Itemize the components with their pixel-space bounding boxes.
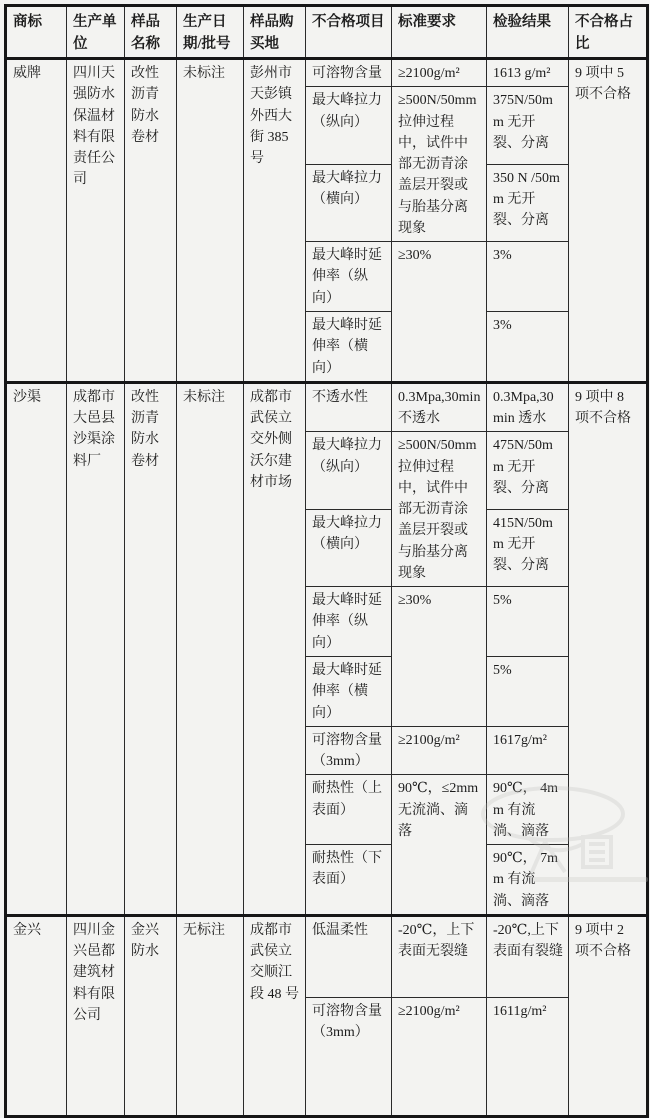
- result-cell: 350 N /50mm 无开裂、分离: [487, 164, 569, 241]
- fail-item-cell: 耐热性（下表面）: [306, 845, 392, 916]
- standard-cell: ≥2100g/m²: [392, 59, 487, 87]
- fail-ratio-cell: 9 项中 2 项不合格: [569, 915, 648, 1116]
- brand-cell: 金兴: [6, 915, 67, 1116]
- col-header-result: 检验结果: [487, 6, 569, 59]
- purchase-place-cell: 成都市武侯立交顺江段 48 号: [244, 915, 306, 1116]
- col-header-fail-item: 不合格项目: [306, 6, 392, 59]
- fail-item-cell: 最大峰拉力（横向）: [306, 164, 392, 241]
- result-cell: 5%: [487, 587, 569, 657]
- col-header-fail-ratio: 不合格占比: [569, 6, 648, 59]
- result-cell: 5%: [487, 656, 569, 726]
- brand-cell: 威牌: [6, 59, 67, 383]
- result-cell: 415N/50mm 无开裂、分离: [487, 509, 569, 586]
- sample-name-cell: 改性沥青防水卷材: [125, 382, 177, 915]
- batch-cell: 未标注: [177, 382, 244, 915]
- brand-cell: 沙渠: [6, 382, 67, 915]
- producer-cell: 成都市大邑县沙渠涂料厂: [67, 382, 125, 915]
- fail-item-cell: 最大峰时延伸率（纵向）: [306, 587, 392, 657]
- col-header-purchase-place: 样品购买地: [244, 6, 306, 59]
- result-cell: 90℃， 7mm 有流淌、滴落: [487, 845, 569, 916]
- fail-item-cell: 最大峰拉力（纵向）: [306, 87, 392, 164]
- inspection-results-table: [4, 4, 649, 1118]
- batch-cell: 未标注: [177, 59, 244, 383]
- standard-cell: -20℃，上下表面无裂缝: [392, 915, 487, 997]
- fail-item-cell: 最大峰拉力（纵向）: [306, 432, 392, 509]
- fail-item-cell: 最大峰时延伸率（横向）: [306, 656, 392, 726]
- standard-cell: ≥2100g/m²: [392, 997, 487, 1116]
- result-cell: 375N/50mm 无开裂、分离: [487, 87, 569, 164]
- fail-item-cell: 最大峰拉力（横向）: [306, 509, 392, 586]
- col-header-standard: 标准要求: [392, 6, 487, 59]
- fail-item-cell: 不透水性: [306, 382, 392, 432]
- producer-cell: 四川金兴邑都建筑材料有限公司: [67, 915, 125, 1116]
- purchase-place-cell: 彭州市天彭镇外西大街 385 号: [244, 59, 306, 383]
- batch-cell: 无标注: [177, 915, 244, 1116]
- standard-cell: ≥500N/50mm 拉伸过程中，试件中部无沥青涂盖层开裂或与胎基分离现象: [392, 87, 487, 242]
- sample-name-cell: 金兴防水: [125, 915, 177, 1116]
- fail-item-cell: 可溶物含量（3mm）: [306, 726, 392, 775]
- table-row: [6, 59, 648, 87]
- table-row: [6, 915, 648, 997]
- inspection-table-sheet: [4, 4, 649, 1118]
- fail-ratio-cell: 9 项中 5 项不合格: [569, 59, 648, 383]
- result-cell: 1611g/m²: [487, 997, 569, 1116]
- fail-ratio-cell: 9 项中 8 项不合格: [569, 382, 648, 915]
- fail-item-cell: 最大峰时延伸率（横向）: [306, 311, 392, 382]
- standard-cell: ≥30%: [392, 587, 487, 727]
- result-cell: 3%: [487, 242, 569, 312]
- result-cell: 1613 g/m²: [487, 59, 569, 87]
- result-cell: -20℃,上下表面有裂缝: [487, 915, 569, 997]
- standard-cell: ≥30%: [392, 242, 487, 383]
- purchase-place-cell: 成都市武侯立交外侧沃尔建材市场: [244, 382, 306, 915]
- fail-item-cell: 可溶物含量（3mm）: [306, 997, 392, 1116]
- standard-cell: 0.3Mpa,30min 不透水: [392, 382, 487, 432]
- result-cell: 0.3Mpa,30min 透水: [487, 382, 569, 432]
- sample-name-cell: 改性沥青防水卷材: [125, 59, 177, 383]
- fail-item-cell: 耐热性（上表面）: [306, 775, 392, 845]
- result-cell: 1617g/m²: [487, 726, 569, 775]
- standard-cell: ≥2100g/m²: [392, 726, 487, 775]
- fail-item-cell: 可溶物含量: [306, 59, 392, 87]
- col-header-producer: 生产单位: [67, 6, 125, 59]
- fail-item-cell: 最大峰时延伸率（纵向）: [306, 242, 392, 312]
- standard-cell: ≥500N/50mm 拉伸过程中，试件中部无沥青涂盖层开裂或与胎基分离现象: [392, 432, 487, 587]
- standard-cell: 90℃，≤2mm 无流淌、滴落: [392, 775, 487, 916]
- col-header-batch: 生产日期/批号: [177, 6, 244, 59]
- producer-cell: 四川天强防水保温材料有限责任公司: [67, 59, 125, 383]
- fail-item-cell: 低温柔性: [306, 915, 392, 997]
- result-cell: 475N/50mm 无开裂、分离: [487, 432, 569, 509]
- col-header-brand: 商标: [6, 6, 67, 59]
- col-header-sample-name: 样品名称: [125, 6, 177, 59]
- header-row: [6, 6, 648, 59]
- result-cell: 90℃， 4mm 有流淌、滴落: [487, 775, 569, 845]
- result-cell: 3%: [487, 311, 569, 382]
- table-row: [6, 382, 648, 432]
